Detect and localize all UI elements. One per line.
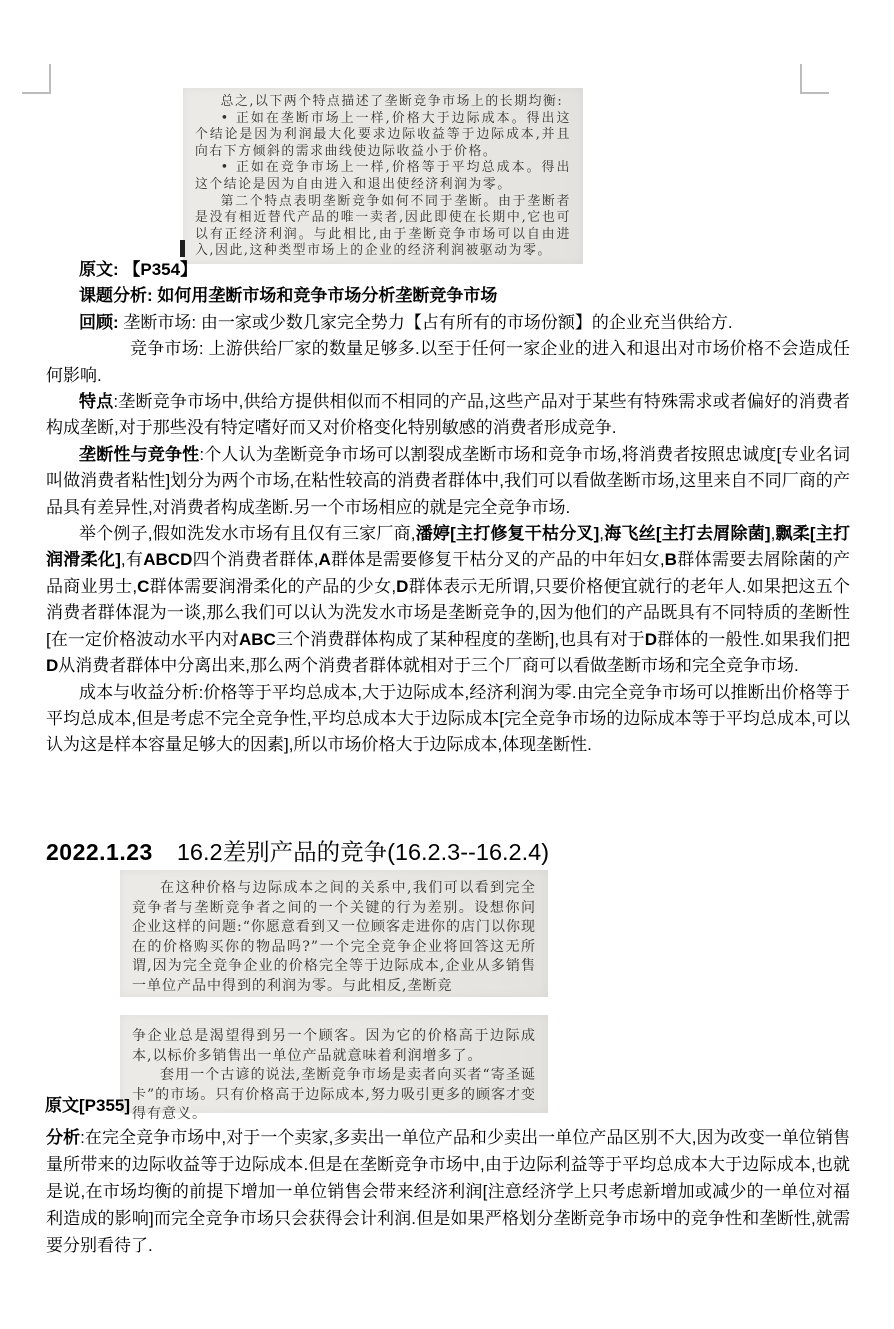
entry-date: 2022.1.23 bbox=[46, 839, 153, 865]
scan-bullet-paragraph: • 正如在竞争市场上一样,价格等于平均总成本。得出这个结论是因为自由进入和退出使经济利润为零。 bbox=[195, 160, 571, 192]
notes-section-p354 bbox=[46, 257, 850, 759]
analysis-paragraph: 分析:在完全竞争市场中,对于一个卖家,多卖出一单位产品和少卖出一单位产品区别不大,因为改变一单位销售量所带来的边际收益等于边际成本.但是在垄断竞争市场中,由于边际利益等于平均总成本大于边际成本,也就是说,在市场均衡的前提下增加一单位销售会带来经济利润[注意经济学上只考虑新增加或减少的一单位对福利造成的影响]而完全竞争市场只会获得会计利润.但是如果严格划分垄断竞争市场中的竞争性和垄断性,就需要分别看待了. bbox=[46, 1128, 851, 1255]
scan-paragraph: 争企业总是渴望得到另一个顾客。因为它的价格高于边际成本,以标价多销售出一单位产品就意味着利润增多了。 bbox=[132, 1028, 536, 1064]
page-corner-mark-left bbox=[22, 64, 51, 94]
review-continued-paragraph: 竞争市场: 上游供给厂家的数量足够多.以至于任何一家企业的进入和退出对市场价格不会造成任何影响. bbox=[46, 339, 850, 385]
review-paragraph: 回顾: 垄断市场: 由一家或少数几家完全势力【占有所有的市场份额】的企业充当供给方. bbox=[79, 312, 733, 332]
scan-edge-artifact bbox=[180, 240, 185, 257]
source-label-p354: 原文: 【P354】 bbox=[79, 260, 198, 279]
features-paragraph: 特点:垄断竞争市场中,供给方提供相似而不相同的产品,这些产品对于某些有特殊需求或者偏好的消费者构成垄断,对于那些没有特定嗜好而又对价格变化特别敏感的消费者形成竞争. bbox=[46, 392, 851, 438]
embedded-scan-image-p355-bottom[interactable] bbox=[120, 1015, 548, 1122]
cost-benefit-paragraph: 成本与收益分析:价格等于平均总成本,大于边际成本,经济利润为零.由完全竞争市场可以推断出价格等于平均总成本,但是考虑不完全竞争性,平均总成本大于边际成本[完全竞争市场的边际成本等于平均总成本,可以认为这是样本容量足够大的因素],所以市场价格大于边际成本,体现垄断性. bbox=[46, 682, 850, 755]
section-heading bbox=[46, 833, 549, 867]
monopoly-vs-competition-paragraph: 垄断性与竞争性:个人认为垄断竞争市场可以割裂成垄断市场和竞争市场,将消费者按照忠诚度[专业名词叫做消费者粘性]划分为两个市场,在粘性较高的消费者群体中,我们可以看做垄断市场,这里来自不同厂商的产品具有差异性,对消费者构成垄断.另一个市场相应的就是完全竞争市场. bbox=[46, 444, 850, 517]
scan-paragraph: 总之,以下两个特点描述了垄断竞争市场上的长期均衡: bbox=[220, 94, 564, 109]
page-corner-mark-right bbox=[800, 64, 829, 94]
topic-analysis-line: 课题分析: 如何用垄断市场和竞争市场分析垄断竞争市场 bbox=[79, 286, 498, 306]
scan-bullet-paragraph: • 正如在垄断市场上一样,价格大于边际成本。得出这个结论是因为利润最大化要求边际收益等于边际成本,并且向右下方倾斜的需求曲线使边际收益小于价格。 bbox=[195, 110, 571, 159]
scan-paragraph: 套用一个古谚的说法,垄断竞争市场是卖者向买者“寄圣诞卡”的市场。只有价格高于边际成本,努力吸引更多的顾客才变得有意义。 bbox=[132, 1067, 536, 1122]
scan-paragraph: 第二个特点表明垄断竞争如何不同于垄断。由于垄断者是没有相近替代产品的唯一卖者,因此即使在长期中,它也可以有正经济利润。与此相比,由于垄断竞争市场可以自由进入,因此,这种类型市场上的企业的经济利润被驱动为零。 bbox=[195, 193, 571, 259]
section-title: 16.2差别产品的竞争(16.2.3--16.2.4) bbox=[176, 839, 550, 865]
notes-section-p355 bbox=[46, 1124, 850, 1259]
embedded-scan-image-p354[interactable] bbox=[183, 88, 583, 264]
source-label-p355: 原文[P355] bbox=[45, 1096, 131, 1115]
scan-paragraph: 在这种价格与边际成本之间的关系中,我们可以看到完全竞争者与垄断竞争者之间的一个关键的行为差别。设想你问企业这样的问题:“你愿意看到又一位顾客走进你的店门以你现在的价格购买你的物品吗?”一个完全竞争企业将回答这无所谓,因为完全竞争企业的价格完全等于边际成本,企业从多销售一单位产品中得到的利润为零。与此相反,垄断竞 bbox=[132, 880, 536, 994]
embedded-scan-image-p355-top[interactable] bbox=[120, 870, 548, 997]
example-paragraph: 举个例子,假如洗发水市场有且仅有三家厂商,潘婷[主打修复干枯分叉],海飞丝[主打去屑除菌],飘柔[主打润滑柔化],有ABCD四个消费者群体,A群体是需要修复干枯分叉的产品的中年妇女,B群体需要去屑除菌的产品商业男士,C群体需要润滑柔化的产品的少女,D群体表示无所谓,只要价格便宜就行的老年人.如果把这五个消费者群体混为一谈,那么我们可以认为洗发水市场是垄断竞争的,因为他们的产品既具有不同特质的垄断性[在一定价格波动水平内对ABC三个消费群体构成了某种程度的垄断],也具有对于D群体的一般性.如果我们把D从消费者群体中分离出来,那么两个消费者群体就相对于三个厂商可以看做垄断市场和完全竞争市场. bbox=[46, 524, 850, 676]
